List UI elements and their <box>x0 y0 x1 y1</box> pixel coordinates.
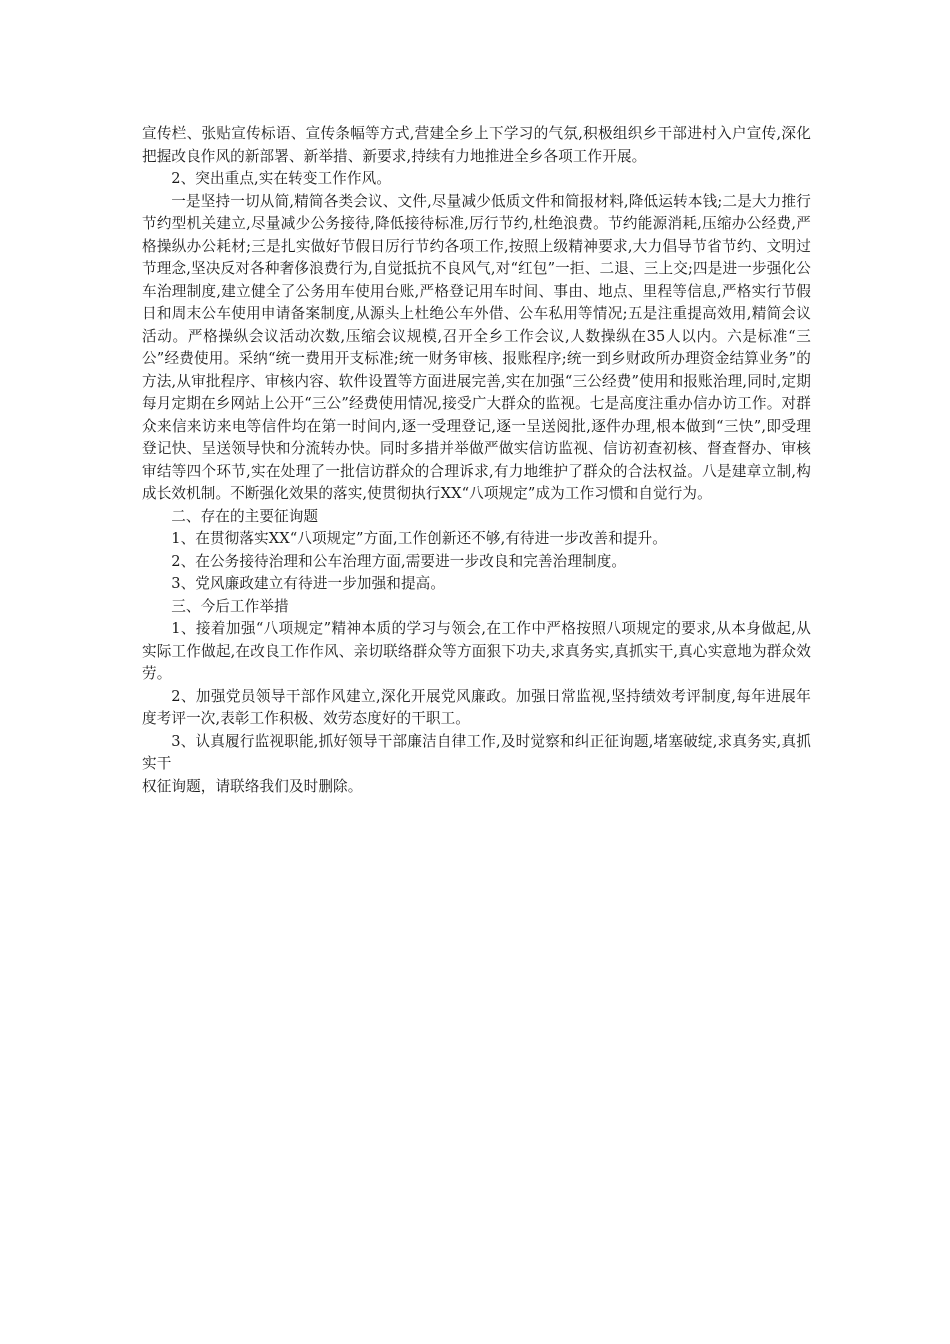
paragraph-7: 3、党风廉政建立有待进一步加强和提高。 <box>171 575 446 592</box>
section-heading-3: 三、今后工作举措 <box>171 597 289 615</box>
section-heading-2: 二、存在的主要征询题 <box>171 507 319 525</box>
paragraph-9: 1、接着加强“八项规定”精神本质的学习与领会,在工作中严格按照八项规定的要求,从本身做起,从实际工作做起,在改良工作作风、亲切联络群众等方面狠下功夫,求真务实,真抓实干,真心实意地为群众效劳。 <box>142 620 811 682</box>
paragraph-11: 3、认真履行监视职能,抓好领导干部廉洁自律工作,及时觉察和纠正征询题,堵塞破绽,求真务实,真抓实干 <box>142 732 811 772</box>
paragraph-1: 宣传栏、张贴宣传标语、宣传条幅等方式,营建全乡上下学习的气氛,积极组织乡干部进村入户宣传,深化把握改良作风的新部署、新举措、新要求,持续有力地推进全乡各项工作开展。 <box>142 125 811 165</box>
paragraph-5: 1、在贯彻落实XX“八项规定”方面,工作创新还不够,有待进一步改善和提升。 <box>171 530 667 547</box>
paragraph-6: 2、在公务接待治理和公车治理方面,需要进一步改良和完善治理制度。 <box>171 552 627 570</box>
footer-notice: 权征询题，请联络我们及时删除。 <box>142 777 363 795</box>
document-body <box>142 123 811 798</box>
paragraph-2: 2、突出重点,实在转变工作作风。 <box>171 170 392 187</box>
paragraph-10: 2、加强党员领导干部作风建立,深化开展党风廉政。加强日常监视,坚持绩效考评制度,每年进展年度考评一次,表彰工作积极、效劳态度好的干职工。 <box>142 687 811 727</box>
paragraph-3: 一是坚持一切从简,精简各类会议、文件,尽量减少低质文件和简报材料,降低运转本钱;二是大力推行节约型机关建立,尽量减少公务接待,降低接待标准,厉行节约,杜绝浪费。节约能源消耗,压缩办公经费,严格操纵办公耗材;三是扎实做好节假日厉行节约各项工作,按照上级精神要求,大力倡导节省节约、文明过节理念,坚决反对各种奢侈浪费行为,自觉抵抗不良风气,对“红包”一拒、二退、三上交;四是进一步强化公车治理制度,建立健全了公务用车使用台账,严格登记用车时间、事由、地点、里程等信息,严格实行节假日和周末公车使用申请备案制度,从源头上杜绝公车外借、公车私用等情况;五是注重提高效用,精简会议活动。严格操纵会议活动次数,压缩会议规模,召开全乡工作会议,人数操纵在35人以内。六是标准“三公”经费使用。采纳“统一费用开支标准;统一财务审核、报账程序;统一到乡财政所办理资金结算业务”的方法,从审批程序、审核内容、软件设置等方面进展完善,实在加强“三公经费”使用和报账治理,同时,定期每月定期在乡网站上公开“三公”经费使用情况,接受广大群众的监视。七是高度注重办信办访工作。对群众来信来访来电等信件均在第一时间内,逐一受理登记,逐一呈送阅批,逐件办理,根本做到“三快”,即受理登记快、呈送领导快和分流转办快。同时多措并举做严做实信访监视、信访初查初核、督查督办、审核审结等四个环节,实在处理了一批信访群众的合理诉求,有力地维护了群众的合法权益。八是建章立制,构成长效机制。不断强化效果的落实,使贯彻执行XX“八项规定”成为工作习惯和自觉行为。 <box>142 192 811 502</box>
